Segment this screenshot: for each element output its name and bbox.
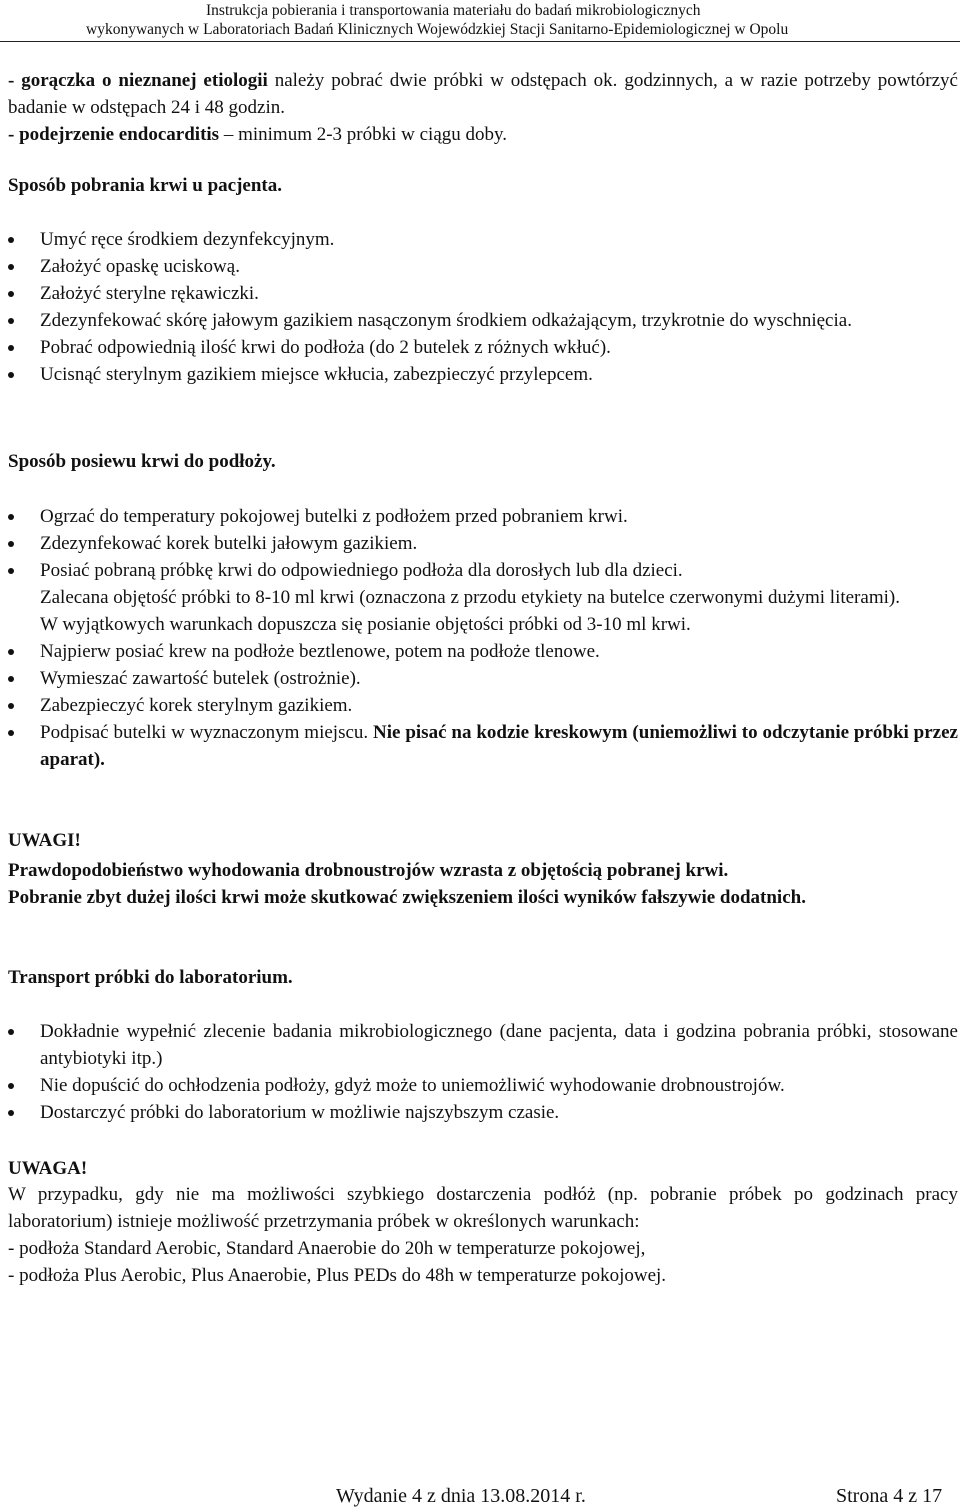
list-item: Dostarczyć próbki do laboratorium w możliwie najszybszym czasie.	[8, 1099, 958, 1126]
intro-item-endocarditis	[8, 121, 958, 148]
warning-title: UWAGI!	[8, 830, 81, 851]
bullet-icon	[8, 514, 14, 520]
bullet-icon	[8, 730, 14, 736]
intro-item-fever	[8, 67, 958, 121]
header-title-line2: wykonywanych w Laboratoriach Badań Klinicznych Wojewódzkiej Stacji Sanitarno-Epidemiologicznej w Opolu	[86, 21, 789, 38]
header-divider	[0, 41, 960, 42]
section-title-blood-collection: Sposób pobrania krwi u pacjenta.	[8, 175, 282, 196]
volume-note: Zalecana objętość próbki to 8-10 ml krwi (oznaczona z przodu etykiety na butelce czerwonymi dużymi literami).	[40, 587, 900, 608]
list-item: Założyć sterylne rękawiczki.	[8, 280, 958, 307]
list-item: Posiać pobraną próbkę krwi do odpowiedniego podłoża dla dorosłych lub dla dzieci.	[8, 557, 958, 584]
warning2-title: UWAGA!	[8, 1158, 88, 1179]
footer-page-number: Strona 4 z 17	[836, 1485, 943, 1507]
storage-plus-line: - podłoża Plus Aerobic, Plus Anaerobie, Plus PEDs do 48h w temperaturze pokojowej.	[8, 1265, 667, 1286]
footer-edition: Wydanie 4 z dnia 13.08.2014 r.	[336, 1485, 586, 1507]
bullet-icon	[8, 291, 14, 297]
list-item: Najpierw posiać krew na podłoże beztlenowe, potem na podłoże tlenowe.	[8, 638, 958, 665]
list-item: Nie dopuścić do ochłodzenia podłoży, gdyż może to uniemożliwić wyhodowanie drobnoustrojów.	[8, 1072, 958, 1099]
blood-collection-steps	[8, 226, 958, 388]
bullet-icon	[8, 703, 14, 709]
barcode-warning: Nie pisać na kodzie kreskowym (uniemożliwi to odczytanie próbki przez aparat).	[40, 722, 958, 770]
bullet-icon	[8, 1110, 14, 1116]
list-item	[8, 719, 958, 773]
intro-item-endocarditis-text: – minimum 2-3 próbki w ciągu doby.	[219, 124, 508, 145]
intro-item-fever-label: - gorączka o nieznanej etiologii	[8, 70, 268, 91]
list-item: Założyć opaskę uciskową.	[8, 253, 958, 280]
blood-culture-steps	[8, 503, 958, 773]
section-title-transport: Transport próbki do laboratorium.	[8, 967, 293, 988]
bullet-icon	[8, 372, 14, 378]
list-item: Zabezpieczyć korek sterylnym gazikiem.	[8, 692, 958, 719]
list-item: Ogrzać do temperatury pokojowej butelki z podłożem przed pobraniem krwi.	[8, 503, 958, 530]
bullet-icon	[8, 568, 14, 574]
bullet-icon	[8, 1083, 14, 1089]
list-item: Ucisnąć sterylnym gazikiem miejsce wkłucia, zabezpieczyć przylepcem.	[8, 361, 958, 388]
bullet-icon	[8, 264, 14, 270]
storage-standard-line: - podłoża Standard Aerobic, Standard Anaerobie do 20h w temperaturze pokojowej,	[8, 1238, 646, 1259]
list-item: Zdezynfekować skórę jałowym gazikiem nasączonym środkiem odkażającym, trzykrotnie do wyschnięcia.	[8, 307, 958, 334]
intro-item-endocarditis-label: - podejrzenie endocarditis	[8, 124, 220, 145]
list-item: Dokładnie wypełnić zlecenie badania mikrobiologicznego (dane pacjenta, data i godzina pobrania próbki, stosowane antybiotyki itp.)	[8, 1018, 958, 1072]
list-item: Umyć ręce środkiem dezynfekcyjnym.	[8, 226, 958, 253]
bullet-icon	[8, 649, 14, 655]
exception-note: W wyjątkowych warunkach dopuszcza się posianie objętości próbki od 3-10 ml krwi.	[40, 614, 691, 635]
transport-steps	[8, 1018, 958, 1126]
label-step-text: Podpisać butelki w wyznaczonym miejscu.	[40, 722, 374, 743]
header-title-line1: Instrukcja pobierania i transportowania materiału do badań mikrobiologicznych	[206, 2, 701, 19]
section-title-blood-culture: Sposób posiewu krwi do podłoży.	[8, 451, 276, 472]
warning2-text: W przypadku, gdy nie ma możliwości szybkiego dostarczenia podłóż (np. pobranie próbek po godzinach pracy laboratorium) istnieje możliwość przetrzymania próbek w określonych warunkach:	[8, 1184, 958, 1232]
warning-false-positive-line: Pobranie zbyt dużej ilości krwi może skutkować zwiększeniem ilości wyników fałszywie dodatnich.	[8, 887, 806, 908]
warning-volume-line: Prawdopodobieństwo wyhodowania drobnoustrojów wzrasta z objętością pobranej krwi.	[8, 860, 729, 881]
bullet-icon	[8, 1029, 14, 1035]
bullet-icon	[8, 541, 14, 547]
bullet-icon	[8, 345, 14, 351]
bullet-icon	[8, 676, 14, 682]
list-item: Wymieszać zawartość butelek (ostrożnie).	[8, 665, 958, 692]
list-item: Pobrać odpowiednią ilość krwi do podłoża (do 2 butelek z różnych wkłuć).	[8, 334, 958, 361]
intro-item-fever-text: należy pobrać dwie próbki w odstępach ok. godzinnych, a w razie potrzeby powtórzyć badanie w odstępach 24 i 48 godzin.	[8, 70, 958, 118]
bullet-icon	[8, 237, 14, 243]
list-item: Zdezynfekować korek butelki jałowym gazikiem.	[8, 530, 958, 557]
bullet-icon	[8, 318, 14, 324]
